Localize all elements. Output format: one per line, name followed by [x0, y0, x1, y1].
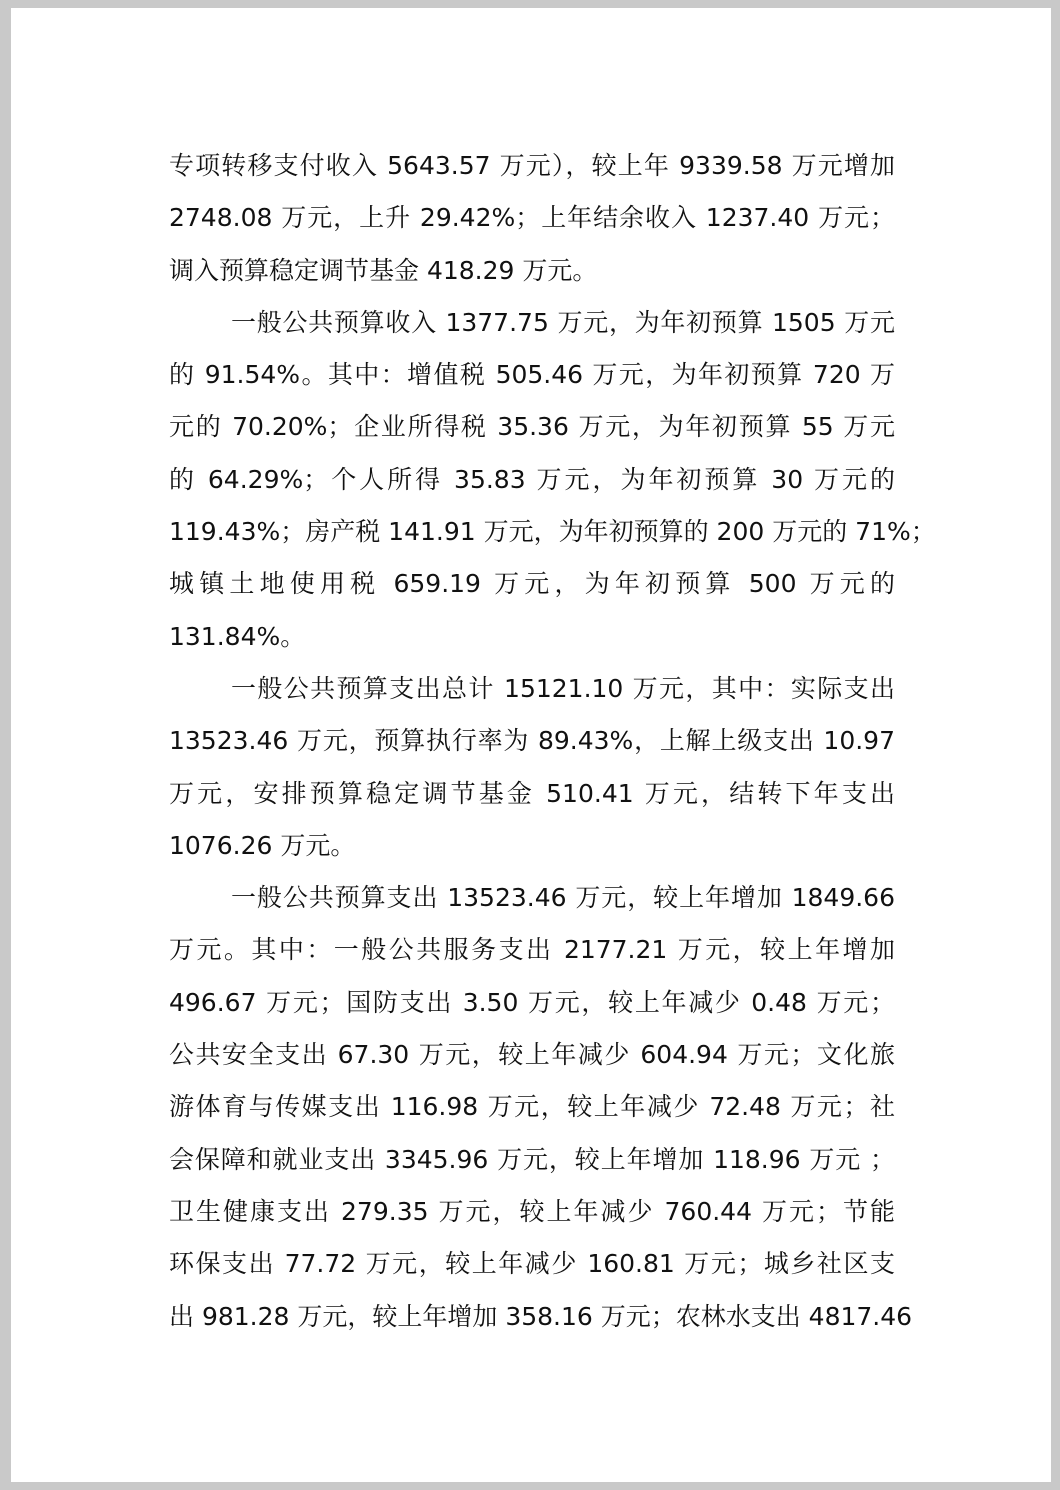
text-line: 119.43%；房产税 141.91 万元，为年初预算的 200 万元的 71%；: [169, 517, 936, 547]
document-page: [11, 8, 1051, 1482]
text-line: 一般公共预算收入 1377.75 万元，为年初预算 1505 万元: [231, 307, 895, 337]
text-line: 环保支出 77.72 万元，较上年减少 160.81 万元；城乡社区支: [169, 1249, 895, 1279]
paragraph: [169, 297, 936, 663]
text-line: 131.84%。: [169, 621, 306, 651]
paragraph: [169, 872, 913, 1343]
text-line: 万元。其中：一般公共服务支出 2177.21 万元，较上年增加: [169, 935, 895, 965]
page-body: [169, 140, 936, 1343]
text-line: 出 981.28 万元，较上年增加 358.16 万元；农林水支出 4817.46: [169, 1301, 913, 1331]
text-line: 公共安全支出 67.30 万元，较上年减少 604.94 万元；文化旅: [169, 1040, 895, 1070]
text-line: 万元，安排预算稳定调节基金 510.41 万元，结转下年支出: [169, 778, 895, 808]
text-line: 元的 70.20%；企业所得税 35.36 万元，为年初预算 55 万元: [169, 412, 895, 442]
paragraph: [169, 140, 895, 297]
text-line: 调入预算稳定调节基金 418.29 万元。: [169, 255, 598, 285]
text-line: 13523.46 万元，预算执行率为 89.43%，上解上级支出 10.97: [169, 726, 895, 756]
text-line: 的 64.29%；个人所得 35.83 万元，为年初预算 30 万元的: [169, 464, 895, 494]
text-line: 一般公共预算支出 13523.46 万元，较上年增加 1849.66: [231, 883, 895, 913]
paragraph: [169, 663, 895, 872]
text-line: 一般公共预算支出总计 15121.10 万元，其中：实际支出: [231, 673, 895, 703]
text-line: 卫生健康支出 279.35 万元，较上年减少 760.44 万元；节能: [169, 1196, 895, 1226]
text-line: 496.67 万元；国防支出 3.50 万元，较上年减少 0.48 万元；: [169, 987, 895, 1017]
text-line: 城镇土地使用税 659.19 万元，为年初预算 500 万元的: [169, 569, 895, 599]
text-line: 会保障和就业支出 3345.96 万元，较上年增加 118.96 万元 ；: [169, 1144, 895, 1174]
text-line: 1076.26 万元。: [169, 830, 356, 860]
text-line: 专项转移支付收入 5643.57 万元），较上年 9339.58 万元增加: [169, 151, 895, 180]
text-line: 游体育与传媒支出 116.98 万元，较上年减少 72.48 万元；社: [169, 1092, 895, 1122]
text-line: 的 91.54%。其中：增值税 505.46 万元，为年初预算 720 万: [169, 360, 895, 390]
text-line: 2748.08 万元，上升 29.42%；上年结余收入 1237.40 万元；: [169, 203, 895, 233]
